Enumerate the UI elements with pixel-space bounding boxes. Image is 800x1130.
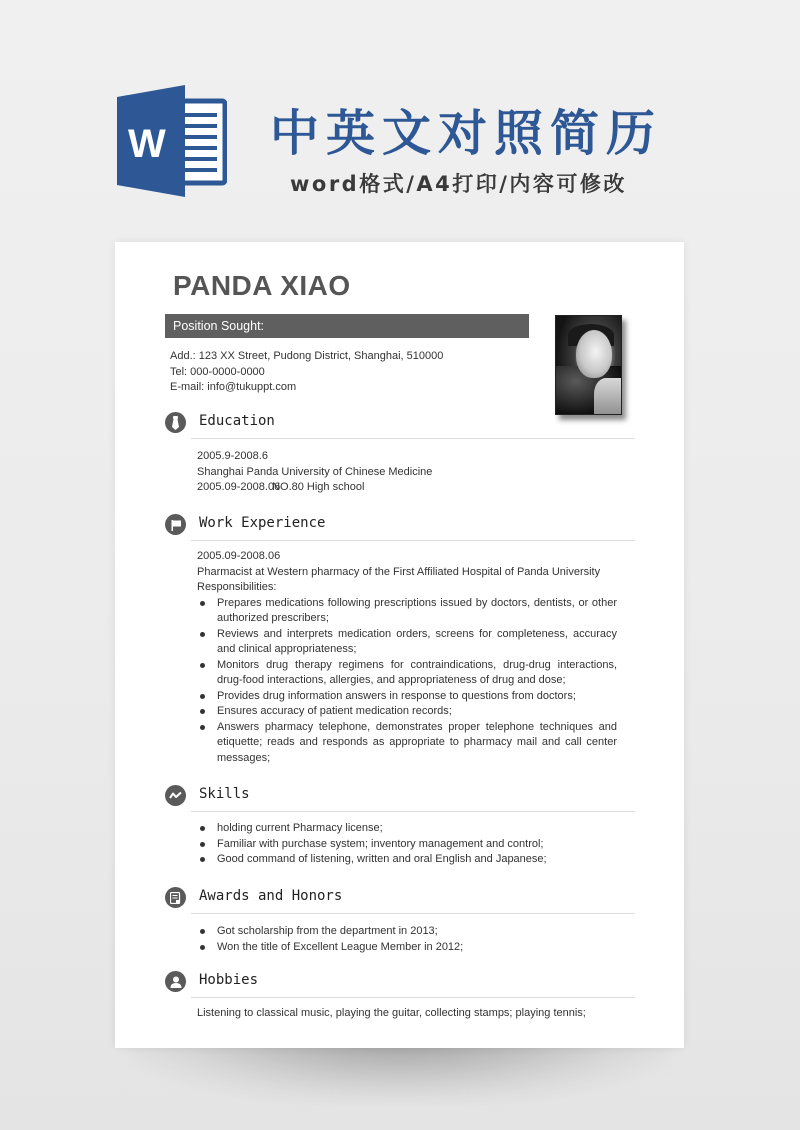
education-date: 2005.9-2008.6 [197, 450, 268, 462]
list-item: Monitors drug therapy regimens for contraindications, drug-drug interactions, drug-food interactions, allergies, and appropriateness of drug and dose; [197, 658, 617, 689]
section-education [165, 412, 635, 493]
list-item: Answers pharmacy telephone, demonstrates proper telephone techniques and etiquette; reads and responds as appropriate to pharmacy mail and call center messages; [197, 720, 617, 767]
section-body [197, 821, 617, 868]
list-item: Familiar with purchase system; inventory management and control; [197, 837, 617, 853]
tie-icon [165, 412, 186, 433]
section-title: Awards and Honors [199, 888, 343, 904]
banner-title: 中英文对照简历 [270, 105, 663, 162]
address: Add.: 123 XX Street, Pudong District, Shanghai, 510000 [170, 350, 444, 362]
responsibilities-list [197, 596, 617, 767]
flag-icon [165, 514, 186, 535]
section-title: Hobbies [199, 972, 259, 988]
divider [191, 997, 635, 998]
svg-text:W: W [128, 122, 166, 166]
work-date: 2005.09-2008.06 [197, 550, 281, 562]
certificate-icon [165, 887, 186, 908]
trend-line-icon [165, 785, 186, 806]
telephone: Tel: 000-0000-0000 [170, 365, 265, 378]
position-sought-bar [165, 314, 529, 338]
list-item: Won the title of Excellent League Member in 2012; [197, 940, 617, 956]
section-skills [165, 785, 635, 865]
list-item: Reviews and interprets medication orders, screens for completeness, accuracy and clinical appropriateness; [197, 627, 617, 658]
list-item: Provides drug information answers in response to questions from doctors; [197, 689, 617, 705]
position-sought-label: Position Sought: [173, 319, 265, 333]
list-item: holding current Pharmacy license; [197, 821, 617, 837]
divider [191, 438, 635, 439]
divider [191, 913, 635, 914]
section-awards [165, 887, 635, 953]
education-school: Shanghai Panda University of Chinese Medicine [197, 465, 433, 478]
banner-subtitle: word格式/A4打印/内容可修改 [290, 172, 627, 196]
hobbies-text: Listening to classical music, playing the guitar, collecting stamps; playing tennis; [197, 1007, 586, 1019]
banner [0, 0, 800, 230]
person-icon [165, 971, 186, 992]
resume-page [115, 242, 684, 1048]
list-item: Good command of listening, written and oral English and Japanese; [197, 852, 617, 868]
responsibilities-label: Responsibilities: [197, 581, 277, 593]
work-role: Pharmacist at Western pharmacy of the First Affiliated Hospital of Panda University [197, 565, 601, 578]
section-title: Skills [199, 786, 250, 802]
email: E-mail: info@tukuppt.com [170, 381, 297, 393]
section-title: Education [199, 413, 275, 429]
awards-list [197, 924, 617, 955]
word-document-icon [117, 85, 227, 197]
section-title: Work Experience [199, 515, 326, 531]
section-work-experience [165, 514, 635, 764]
contact-info [170, 349, 443, 396]
section-hobbies [165, 971, 635, 1019]
list-item: Got scholarship from the department in 2013; [197, 924, 617, 940]
resume-name: PANDA XIAO [173, 270, 351, 301]
list-item: Prepares medications following prescriptions issued by doctors, dentists, or other authorized prescribers; [197, 596, 617, 627]
highschool-name: NO.80 High school [272, 481, 365, 493]
portrait-photo [555, 315, 622, 415]
skills-list [197, 821, 617, 868]
section-body [197, 549, 617, 766]
section-body [197, 1006, 617, 1022]
section-body [197, 449, 617, 496]
education-highschool-row [197, 480, 617, 496]
highschool-date: 2005.09-2008.06 [197, 481, 281, 493]
divider [191, 540, 635, 541]
list-item: Ensures accuracy of patient medication records; [197, 704, 617, 720]
section-body [197, 924, 617, 955]
divider [191, 811, 635, 812]
